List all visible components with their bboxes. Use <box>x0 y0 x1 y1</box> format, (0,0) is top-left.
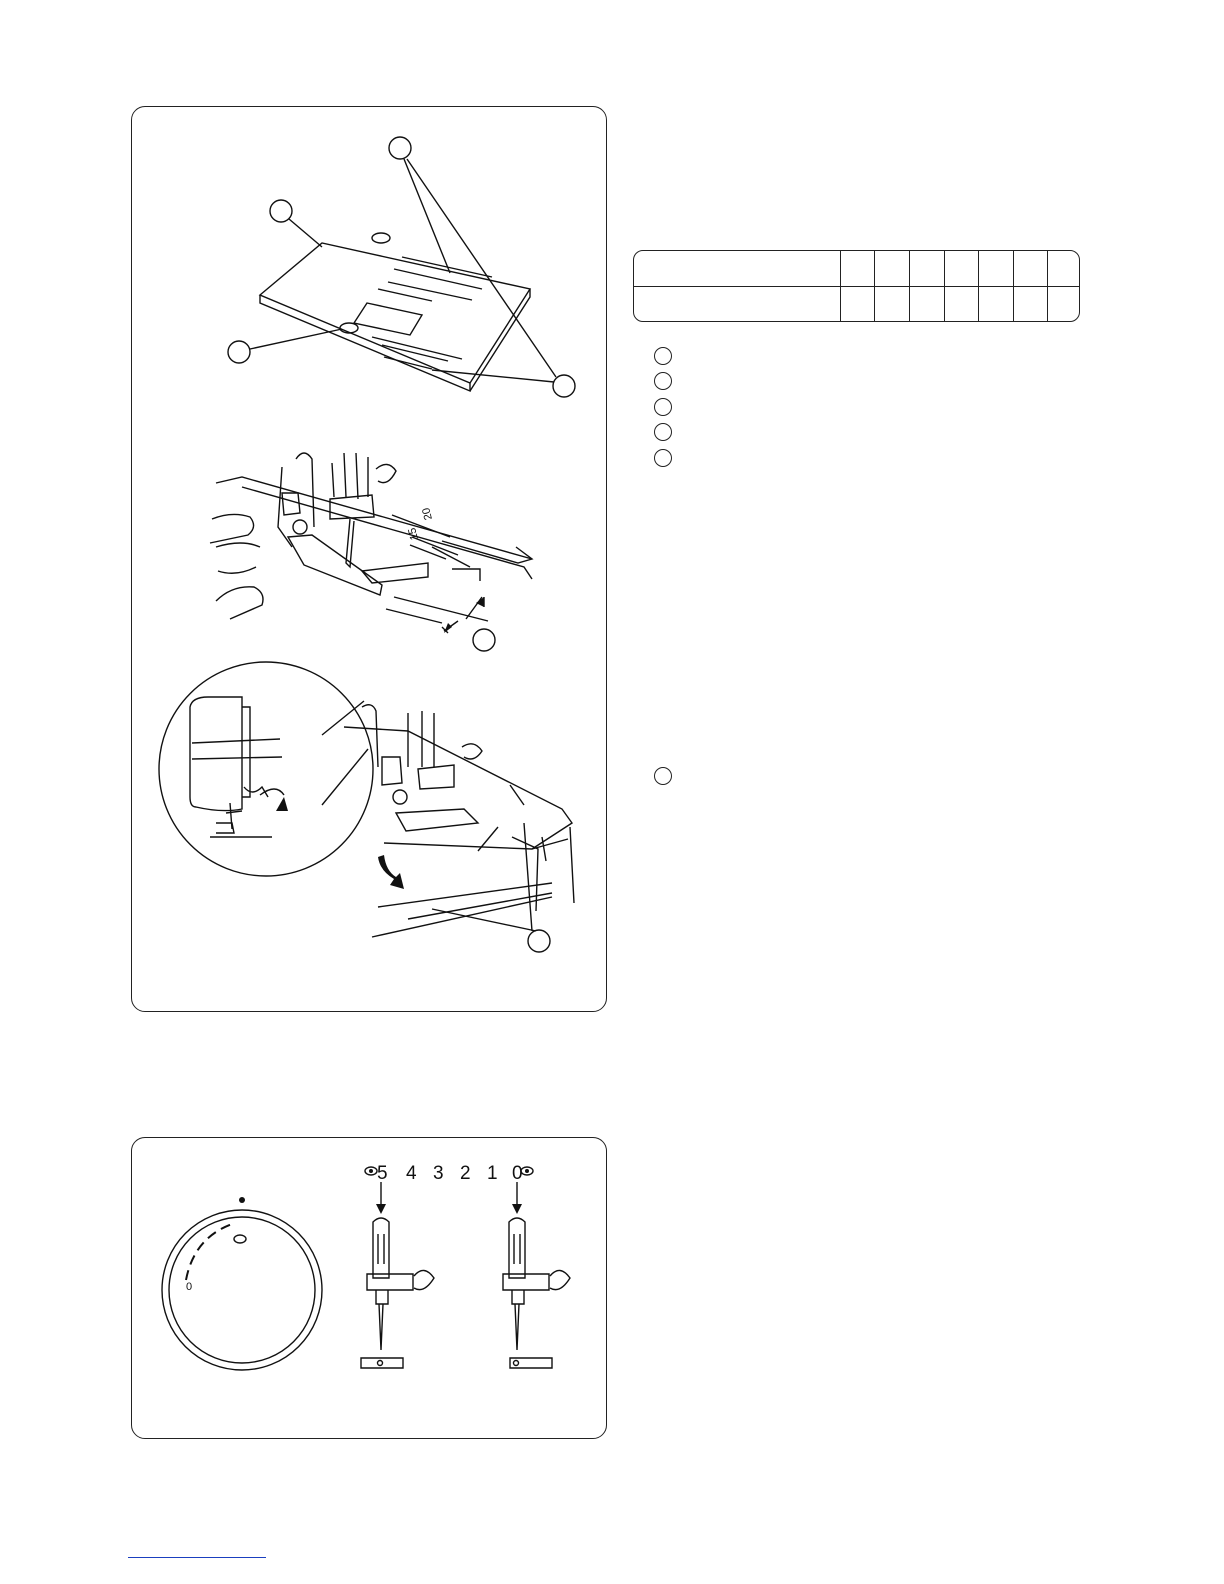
callout-circle-d <box>553 375 575 397</box>
table-column-line <box>909 251 910 321</box>
callout-circle-a <box>389 137 411 159</box>
figure-panel-bottom <box>131 1137 607 1439</box>
footer-link[interactable] <box>128 1557 266 1558</box>
table-column-line <box>944 251 945 321</box>
table-column-line <box>978 251 979 321</box>
dial-top-dot <box>239 1197 245 1203</box>
callout-circle-f <box>528 930 550 952</box>
scale-digit-4: 4 <box>406 1163 417 1184</box>
scale-digit-5: 5 <box>377 1163 388 1184</box>
callout-circle-b <box>270 200 292 222</box>
inset-circle <box>159 662 373 876</box>
plate-marking-20: 20 <box>420 506 435 522</box>
figure-panel-top <box>131 106 607 1012</box>
needle-plate-illustration <box>132 107 606 1011</box>
legend-item <box>654 422 680 442</box>
scale-digit-1: 1 <box>487 1163 498 1184</box>
legend-item <box>654 346 680 366</box>
table-column-line <box>1013 251 1014 321</box>
legend-item <box>654 397 680 417</box>
scale-digit-3: 3 <box>433 1163 444 1184</box>
legend-item <box>654 448 680 468</box>
table-column-line <box>1047 251 1048 321</box>
legend-item <box>654 766 680 786</box>
callout-circle-e <box>473 629 495 651</box>
seam-guide-table <box>633 250 1080 322</box>
callout-circle-c <box>228 341 250 363</box>
table-column-line <box>874 251 875 321</box>
needle-position-illustration <box>132 1138 606 1438</box>
plate-marking-15: 15 <box>406 526 421 542</box>
legend-marker <box>654 767 672 785</box>
legend-marker <box>654 347 672 365</box>
legend-marker <box>654 423 672 441</box>
table-column-line <box>840 251 841 321</box>
legend-item <box>654 371 680 391</box>
needle-plate <box>260 243 530 383</box>
legend-marker <box>654 398 672 416</box>
scale-digit-2: 2 <box>460 1163 471 1184</box>
dial-indicator-icon <box>234 1235 246 1243</box>
legend-marker <box>654 449 672 467</box>
scale-digit-0: 0 <box>512 1163 523 1184</box>
legend-marker <box>654 372 672 390</box>
dial-zero-mark: 0 <box>186 1281 193 1293</box>
